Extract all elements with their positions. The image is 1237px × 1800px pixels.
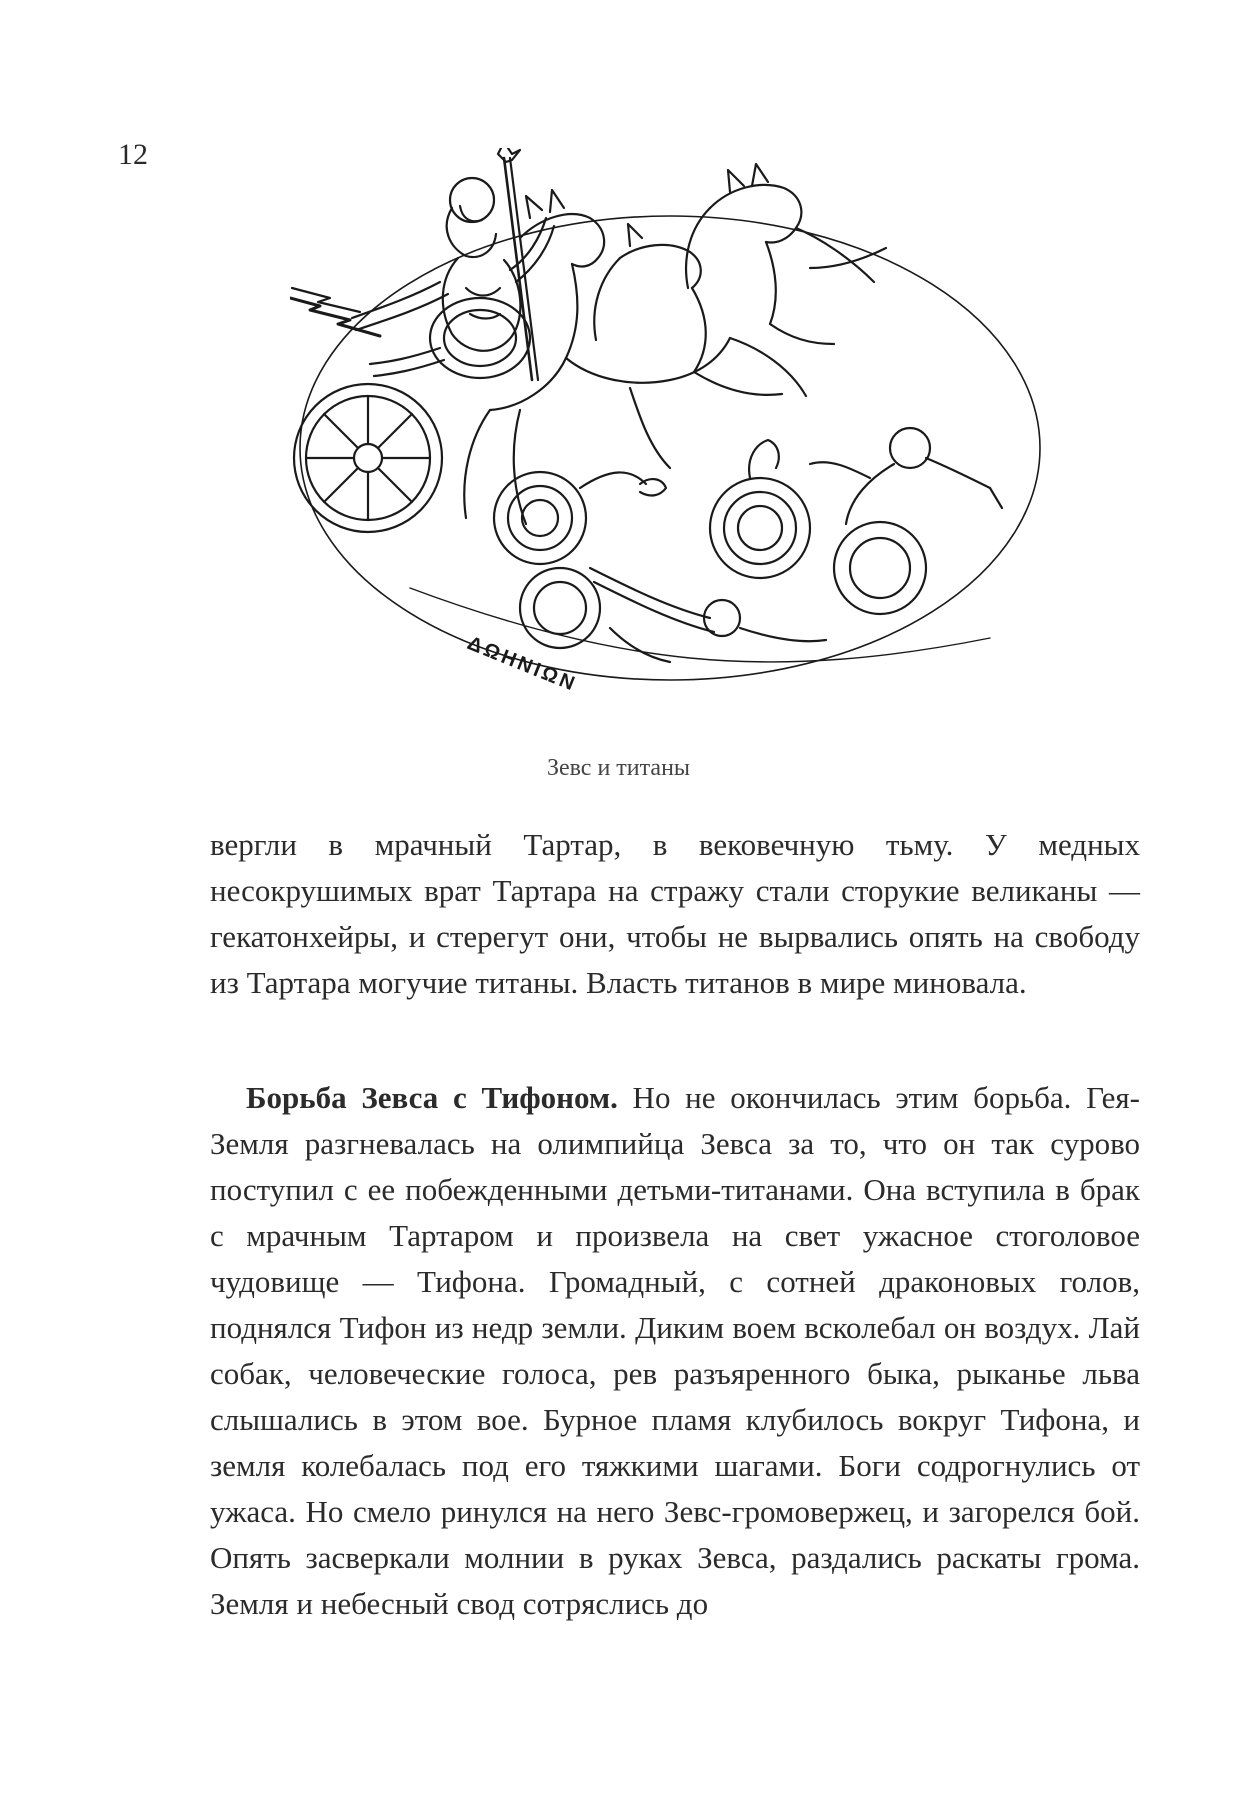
- continuation-text: вергли в мрачный Тартар, в вековечную тьму. У медных несокрушимых врат Тартара на стражу стали сторукие великаны — гекатонхейры, и стерегут они, чтобы не вырвались опять на свободу из Тартара могучие титаны. Власть титанов в мире миновала.: [210, 827, 1140, 1000]
- titan-right: [810, 428, 1002, 524]
- page-number: 12: [118, 138, 148, 171]
- section-body: Но не окончилась этим борьба. Гея-Земля разгневалась на олимпийца Зевса за то, что он так сурово поступил с ее побежденными детьми-титанами. Она вступила в брак с мрачным Тартаром и произвела на свет ужасное стоголовое чудовище — Тифона. Громадный, с сотней драконовых голов, поднялся Тифон из недр земли. Диким воем всколебал он воздух. Лай собак, человеческие голоса, рев разъяренного быка, рыканье льва слышались в этом вое. Бурное пламя клубилось вокруг Тифона, и земля колебалась под его тяжкими шагами. Боги содрогнулись от ужаса. Но смело ринулся на него Зевс-громовержец, и загорелся бой. Опять засверкали молнии в руках Зевса, раздались раскаты грома. Земля и небесный свод сотряслись до: [210, 1080, 1140, 1621]
- section-title: Борьба Зевса с Тифоном.: [246, 1080, 618, 1115]
- figure-caption: Зевс и титаны: [546, 755, 691, 781]
- figure-inscription: ΔΩΗΝΙΩΝ: [464, 632, 581, 697]
- serpent-coils-left: [494, 472, 666, 648]
- chariot-wheel: [294, 384, 442, 532]
- zeus-and-titans-illustration: [290, 148, 1050, 708]
- chariot: [370, 298, 530, 378]
- fallen-titan: [590, 568, 826, 662]
- horse-rear: [686, 164, 886, 344]
- continuation-paragraph: [210, 822, 1140, 1006]
- serpent-coils-right: [710, 440, 926, 614]
- section-paragraph: [210, 1075, 1140, 1627]
- section-text: [210, 1075, 1140, 1627]
